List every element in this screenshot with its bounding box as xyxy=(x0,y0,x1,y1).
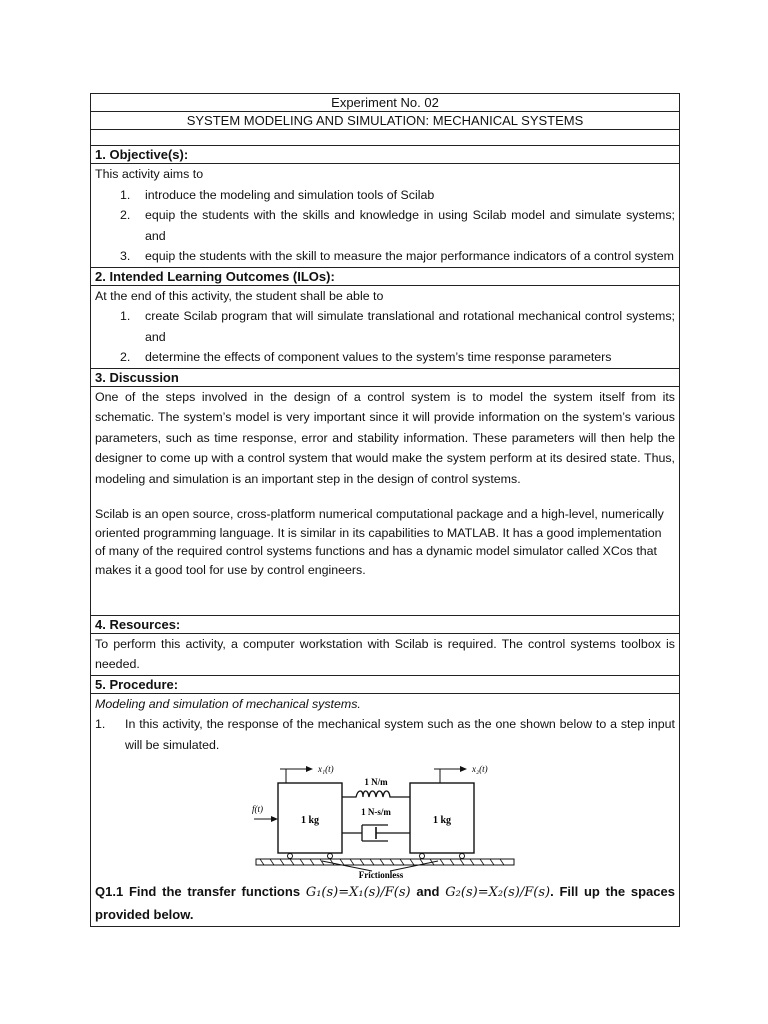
list-number: 1. xyxy=(120,309,131,323)
discussion-paragraph-1: One of the steps involved in the design of a control system is to model the system itself from its schematic. The system’s model is very important since it will provide information on the system’s various parameters, such as time response, error and stability information. These parameters will then help the designer to come up with a control system that would make the system perform at its desired state. Thus, modeling and simulation is an important step in the design of control systems. xyxy=(95,389,675,486)
ilos-heading: 2. Intended Learning Outcomes (ILOs): xyxy=(91,268,679,286)
x1-arrowhead xyxy=(306,766,313,772)
list-number: 2. xyxy=(120,350,131,364)
list-text: equip the students with the skill to measure the major performance indicators of a control system xyxy=(145,249,674,263)
spring-label: 1 N/m xyxy=(364,777,388,787)
mass-1-label: 1 kg xyxy=(300,815,320,826)
list-number: 2. xyxy=(120,208,131,222)
question-lead: Q1.1 Find the transfer functions xyxy=(95,884,301,899)
x2-label: x₂(t) xyxy=(472,764,488,774)
list-item xyxy=(95,185,675,206)
wheel xyxy=(460,854,465,859)
force-arrowhead xyxy=(271,816,278,822)
list-item xyxy=(95,306,675,347)
resources-heading: 4. Resources: xyxy=(91,616,679,634)
question-tail: . Fill up the spaces provided below. xyxy=(95,884,675,922)
ilos-section xyxy=(91,286,679,369)
list-number: 3. xyxy=(120,249,131,263)
procedure-section xyxy=(91,694,679,927)
question-q1-1 xyxy=(95,879,675,926)
list-number: 1. xyxy=(120,187,131,202)
ilos-list xyxy=(95,306,675,368)
transfer-function-g1: G₁(s)=X₁(s)/F(s) xyxy=(305,885,411,900)
discussion-paragraph-2: Scilab is an open source, cross-platform numerical computational package and a high-level, numerically oriented programming language. It is similar in its capabilities to MATLAB. It has a good implementation of many of the required control systems functions and has a dynamic model simulator called XCos that makes it a good tool for use by control engineers. xyxy=(95,507,664,577)
procedure-subtitle: Modeling and simulation of mechanical systems. xyxy=(95,696,361,711)
discussion-section xyxy=(91,387,679,616)
step-number: 1. xyxy=(95,717,106,731)
frictionless-label: Frictionless xyxy=(358,870,404,879)
question-and: and xyxy=(416,884,440,899)
x1-label: x₁(t) xyxy=(318,764,334,774)
objectives-intro: This activity aims to xyxy=(95,167,204,181)
wheel xyxy=(288,854,293,859)
list-item xyxy=(95,246,675,267)
two-mass-diagram xyxy=(250,757,520,879)
damper-label: 1 N-s/m xyxy=(361,807,391,817)
spacer-row xyxy=(91,130,679,146)
spring xyxy=(342,791,410,797)
experiment-title: SYSTEM MODELING AND SIMULATION: MECHANICAL SYSTEMS xyxy=(91,112,679,130)
experiment-sheet xyxy=(90,93,680,927)
discussion-heading: 3. Discussion xyxy=(91,369,679,387)
step-text: In this activity, the response of the mechanical system such as the one shown below to a step input will be simulated. xyxy=(125,717,675,752)
x2-arrowhead xyxy=(460,766,467,772)
objectives-heading: 1. Objective(s): xyxy=(91,146,679,164)
mechanical-system-figure xyxy=(95,757,675,879)
experiment-number: Experiment No. 02 xyxy=(91,94,679,112)
list-text: equip the students with the skills and knowledge in using Scilab model and simulate systems; and xyxy=(145,208,675,243)
mass-2-label: 1 kg xyxy=(432,815,452,826)
force-label: f(t) xyxy=(252,804,263,814)
procedure-step xyxy=(95,714,675,755)
ground xyxy=(256,859,514,865)
list-item xyxy=(95,347,675,368)
ilos-intro: At the end of this activity, the student shall be able to xyxy=(95,288,384,303)
objectives-list xyxy=(95,185,675,267)
procedure-heading: 5. Procedure: xyxy=(91,676,679,694)
list-text: create Scilab program that will simulate translational and rotational mechanical control systems; and xyxy=(145,309,675,344)
transfer-function-g2: G₂(s)=X₂(s)/F(s) xyxy=(445,885,551,900)
resources-text: To perform this activity, a computer workstation with Scilab is required. The control systems toolbox is needed. xyxy=(91,634,679,676)
list-item xyxy=(95,205,675,246)
objectives-section xyxy=(91,164,679,268)
list-text: determine the effects of component values to the system’s time response parameters xyxy=(145,350,612,364)
list-text: introduce the modeling and simulation tools of Scilab xyxy=(145,187,435,202)
wheel xyxy=(420,854,425,859)
wheel xyxy=(328,854,333,859)
